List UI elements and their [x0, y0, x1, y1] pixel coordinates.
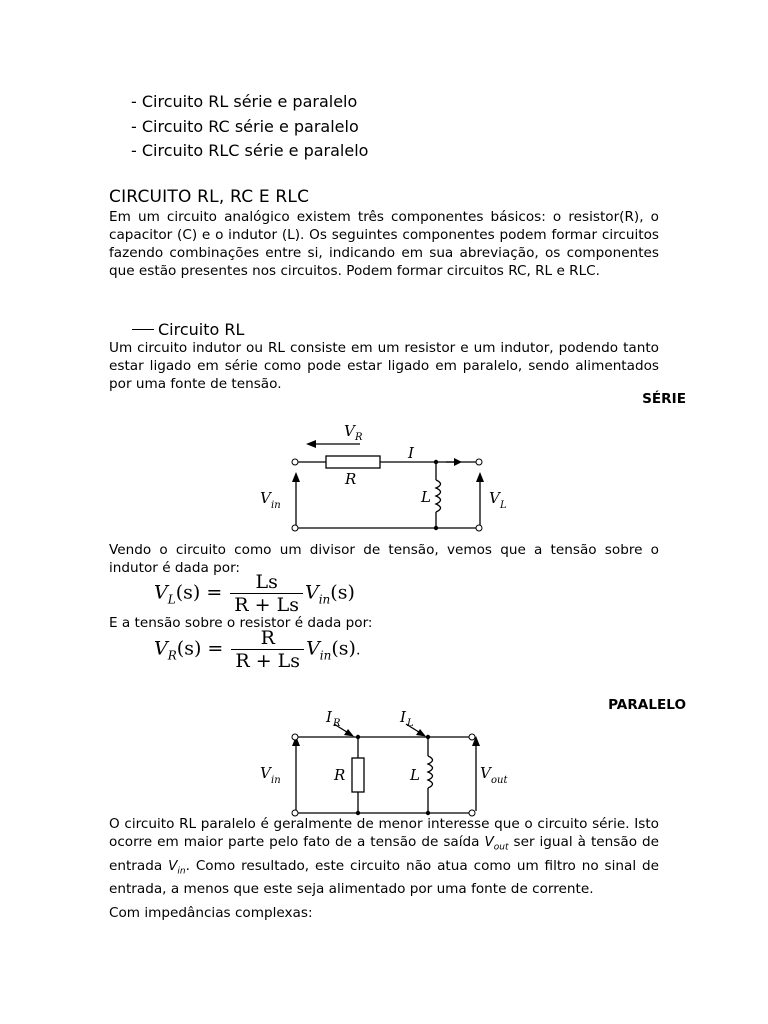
formula-vl-lhs-sub: L	[167, 592, 176, 607]
list-item: - Circuito RL série e paralelo	[131, 92, 358, 111]
resistor-label: R	[345, 470, 357, 488]
ir-sub: R	[333, 718, 341, 729]
list-item: - Circuito RLC série e paralelo	[131, 141, 369, 160]
vin-sub: in	[271, 775, 281, 786]
il-sub: L	[407, 718, 414, 729]
formula-vr-lhs: V	[154, 637, 168, 660]
paralelo-text-2: ser igual à tensão de entrada	[109, 834, 659, 874]
inductor-label: L	[421, 488, 431, 506]
formula-vr-rhs-sub: in	[319, 648, 332, 663]
vin-subscript: in	[177, 866, 186, 877]
formula-vl-arg: (s) =	[175, 581, 223, 604]
current-label: I	[408, 444, 414, 462]
formula-vl-denominator: R + Ls	[234, 594, 299, 616]
vin-symbol: V	[168, 857, 178, 874]
formula-vr-denominator: R + Ls	[235, 650, 301, 672]
rl-heading-text: Circuito RL	[158, 320, 245, 339]
divider-paragraph: Vendo o circuito como um divisor de tensão, vemos que a tensão sobre o indutor é dada por:	[109, 542, 659, 576]
vl-sub: L	[500, 500, 507, 511]
formula-vl-rhs: V	[304, 581, 319, 604]
resistor-label: R	[334, 766, 346, 784]
formula-vr-end: .	[355, 642, 361, 659]
ir-label: I	[326, 708, 332, 726]
vl-label: V	[489, 489, 500, 507]
inductor-label: L	[410, 766, 420, 784]
intro-paragraph: Em um circuito analógico existem três componentes básicos: o resistor(R), o capacitor (C) e o indutor (L). Os seguintes componentes podem formar circuitos fazendo combinações entre si, indicando em sua abreviação, os componentes que estão presentes nos circuitos. Podem formar circuitos RC, RL e RLC.	[109, 209, 659, 279]
series-rl-circuit	[250, 418, 510, 538]
dash-rule	[132, 329, 154, 330]
paralelo-paragraph	[109, 815, 659, 898]
formula-vr-lhs-sub: R	[167, 648, 177, 663]
formula-vr-rhs-arg: (s)	[331, 637, 356, 660]
paralelo-label: PARALELO	[608, 697, 686, 713]
rl-heading	[132, 320, 244, 339]
formula-vr-arg: (s) =	[176, 637, 224, 660]
rl-paragraph: Um circuito indutor ou RL consiste em um resistor e um indutor, podendo tanto estar ligado em série como pode estar ligado em paralelo, sendo alimentados por uma fonte de tensão.	[109, 340, 659, 392]
formula-vr-fraction	[231, 628, 304, 671]
resistor-paragraph: E a tensão sobre o resistor é dada por:	[109, 615, 373, 631]
il-label: I	[400, 708, 406, 726]
formula-vl-rhs-arg: (s)	[330, 581, 355, 604]
vout-label: V	[480, 764, 491, 782]
formula-vl	[154, 572, 355, 615]
vin-sub: in	[271, 500, 281, 511]
list-item: - Circuito RC série e paralelo	[131, 116, 359, 136]
formula-vl-rhs-sub: in	[318, 592, 331, 607]
vin-label: V	[260, 764, 271, 782]
vr-label: V	[344, 422, 355, 440]
vout-subscript: out	[493, 842, 509, 853]
formula-vl-fraction	[230, 572, 303, 615]
vout-symbol: V	[484, 834, 494, 850]
serie-label: SÉRIE	[642, 391, 686, 407]
vout-sub: out	[491, 775, 508, 786]
vr-sub: R	[355, 432, 363, 443]
formula-vr-rhs: V	[306, 637, 320, 660]
formula-vl-lhs: V	[154, 581, 168, 604]
formula-vl-numerator: Ls	[230, 572, 303, 594]
parallel-rl-circuit	[250, 708, 530, 818]
paralelo-text-3: . Como resultado, este circuito não atua como um filtro no sinal de entrada, a menos que este seja alimentado por uma fonte de corrente.	[109, 857, 659, 898]
formula-vr	[154, 628, 360, 671]
formula-vr-numerator: R	[231, 628, 304, 650]
paralelo-text-1: O circuito RL paralelo é geralmente de menor interesse que o circuito série. Isto ocorre em maior parte pelo fato de a tensão de saída	[109, 816, 659, 850]
topic-list	[131, 90, 368, 164]
section-title: CIRCUITO RL, RC E RLC	[109, 187, 310, 207]
impedance-paragraph: Com impedâncias complexas:	[109, 905, 313, 921]
vin-label: V	[260, 489, 271, 507]
